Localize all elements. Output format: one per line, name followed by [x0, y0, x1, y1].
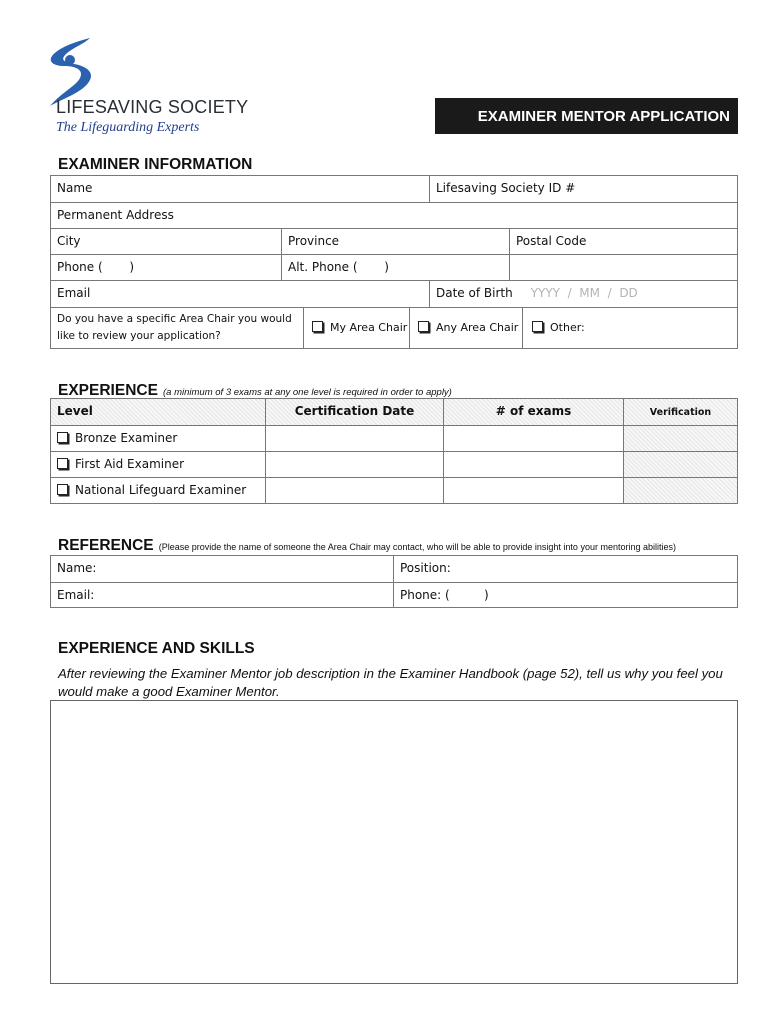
dob-placeholder: YYYY / MM / DD [530, 286, 638, 300]
ref-position-field[interactable] [393, 556, 737, 582]
examiner-info-table [50, 175, 738, 349]
other-option[interactable] [522, 308, 737, 348]
col-num-exams-label: # of exams [495, 404, 572, 418]
alt-phone-field[interactable] [281, 255, 509, 280]
experience-heading-line [58, 380, 452, 400]
experience-table [50, 398, 738, 504]
ref-name-label: Name: [57, 561, 97, 575]
verification-first-aid [623, 452, 737, 477]
experience-note: (a minimum of 3 exams at any one level is required in order to apply) [163, 387, 452, 398]
any-area-chair-label: Any Area Chair [436, 321, 519, 334]
reference-heading-line [58, 535, 676, 555]
address-field[interactable] [51, 203, 737, 228]
reference-note: (Please provide the name of someone the Area Chair may contact, who will be able to provide insight into your mentoring abilities) [158, 542, 676, 552]
area-chair-question-line2: like to review your application? [57, 330, 221, 342]
cert-date-lifeguard[interactable] [265, 478, 443, 503]
row-area-chair [51, 308, 737, 348]
dob-field[interactable] [429, 281, 737, 307]
level-lifeguard[interactable] [51, 478, 265, 503]
ref-phone-label: Phone: ( ) [400, 588, 489, 602]
level-first-aid[interactable] [51, 452, 265, 477]
ref-position-label: Position: [400, 561, 451, 575]
area-chair-question-line1: Do you have a specific Area Chair you would [57, 313, 292, 325]
checkbox-first-aid[interactable] [57, 458, 68, 469]
row-name [51, 176, 737, 203]
table-row [51, 426, 737, 452]
row-phone [51, 255, 737, 281]
skills-instructions: After reviewing the Examiner Mentor job description in the Examiner Handbook (page 52), tell us why you feel you would make a good Examiner Mentor. [58, 666, 723, 699]
society-id-label: Lifesaving Society ID # [436, 181, 576, 195]
ref-email-label: Email: [57, 588, 95, 602]
col-level-label: Level [57, 404, 93, 418]
experience-heading: EXPERIENCE [58, 382, 158, 399]
ref-phone-field[interactable] [393, 583, 737, 608]
row-city [51, 229, 737, 255]
checkbox-bronze[interactable] [57, 432, 68, 443]
form-title [435, 98, 738, 134]
area-chair-question [51, 308, 303, 348]
num-exams-first-aid[interactable] [443, 452, 623, 477]
skills-heading: EXPERIENCE AND SKILLS [58, 640, 255, 657]
alt-phone-label: Alt. Phone ( ) [288, 260, 389, 274]
level-bronze-label: Bronze Examiner [75, 431, 178, 445]
checkbox-other[interactable] [532, 321, 543, 332]
logo-tagline: The Lifeguarding Experts [56, 120, 200, 135]
row-email [51, 281, 737, 308]
num-exams-lifeguard[interactable] [443, 478, 623, 503]
examiner-info-heading: EXAMINER INFORMATION [58, 156, 253, 173]
name-field[interactable] [51, 176, 429, 202]
city-label: City [57, 234, 81, 248]
cert-date-first-aid[interactable] [265, 452, 443, 477]
province-label: Province [288, 234, 340, 248]
dob-label: Date of Birth [436, 286, 513, 300]
blank-field [509, 255, 737, 280]
society-id-field[interactable] [429, 176, 737, 202]
level-bronze[interactable] [51, 426, 265, 451]
table-row [51, 478, 737, 503]
col-cert-date-label: Certification Date [294, 404, 415, 418]
checkbox-any-area-chair[interactable] [418, 321, 429, 332]
reference-table [50, 555, 738, 608]
col-verification-label: Verification [649, 407, 712, 418]
verification-bronze [623, 426, 737, 451]
level-first-aid-label: First Aid Examiner [75, 457, 185, 471]
phone-field[interactable] [51, 255, 281, 280]
col-cert-date [265, 399, 443, 425]
postal-code-label: Postal Code [516, 234, 587, 248]
other-label: Other: [550, 321, 585, 334]
ref-email-field[interactable] [51, 583, 393, 608]
num-exams-bronze[interactable] [443, 426, 623, 451]
postal-code-field[interactable] [509, 229, 737, 254]
reference-row-1 [51, 556, 737, 583]
checkbox-lifeguard[interactable] [57, 484, 68, 495]
email-field[interactable] [51, 281, 429, 307]
cert-date-bronze[interactable] [265, 426, 443, 451]
logo-name: LIFESAVING SOCIETY [56, 97, 249, 117]
name-label: Name [57, 181, 93, 195]
skills-response-box[interactable] [50, 700, 738, 984]
table-row [51, 452, 737, 478]
province-field[interactable] [281, 229, 509, 254]
ref-name-field[interactable] [51, 556, 393, 582]
level-lifeguard-label: National Lifeguard Examiner [75, 483, 247, 497]
phone-label: Phone ( ) [57, 260, 135, 274]
col-verification [623, 399, 737, 425]
any-area-chair-option[interactable] [409, 308, 522, 348]
my-area-chair-option[interactable] [303, 308, 409, 348]
email-label: Email [57, 286, 91, 300]
address-label: Permanent Address [57, 208, 174, 222]
reference-heading: REFERENCE [58, 537, 154, 554]
my-area-chair-label: My Area Chair [330, 321, 408, 334]
col-level [51, 399, 265, 425]
experience-header-row [51, 399, 737, 426]
col-num-exams [443, 399, 623, 425]
reference-row-2 [51, 583, 737, 608]
verification-lifeguard [623, 478, 737, 503]
checkbox-my-area-chair[interactable] [312, 321, 323, 332]
city-field[interactable] [51, 229, 281, 254]
form-title-text: EXAMINER MENTOR APPLICATION [477, 107, 730, 125]
row-address [51, 203, 737, 229]
